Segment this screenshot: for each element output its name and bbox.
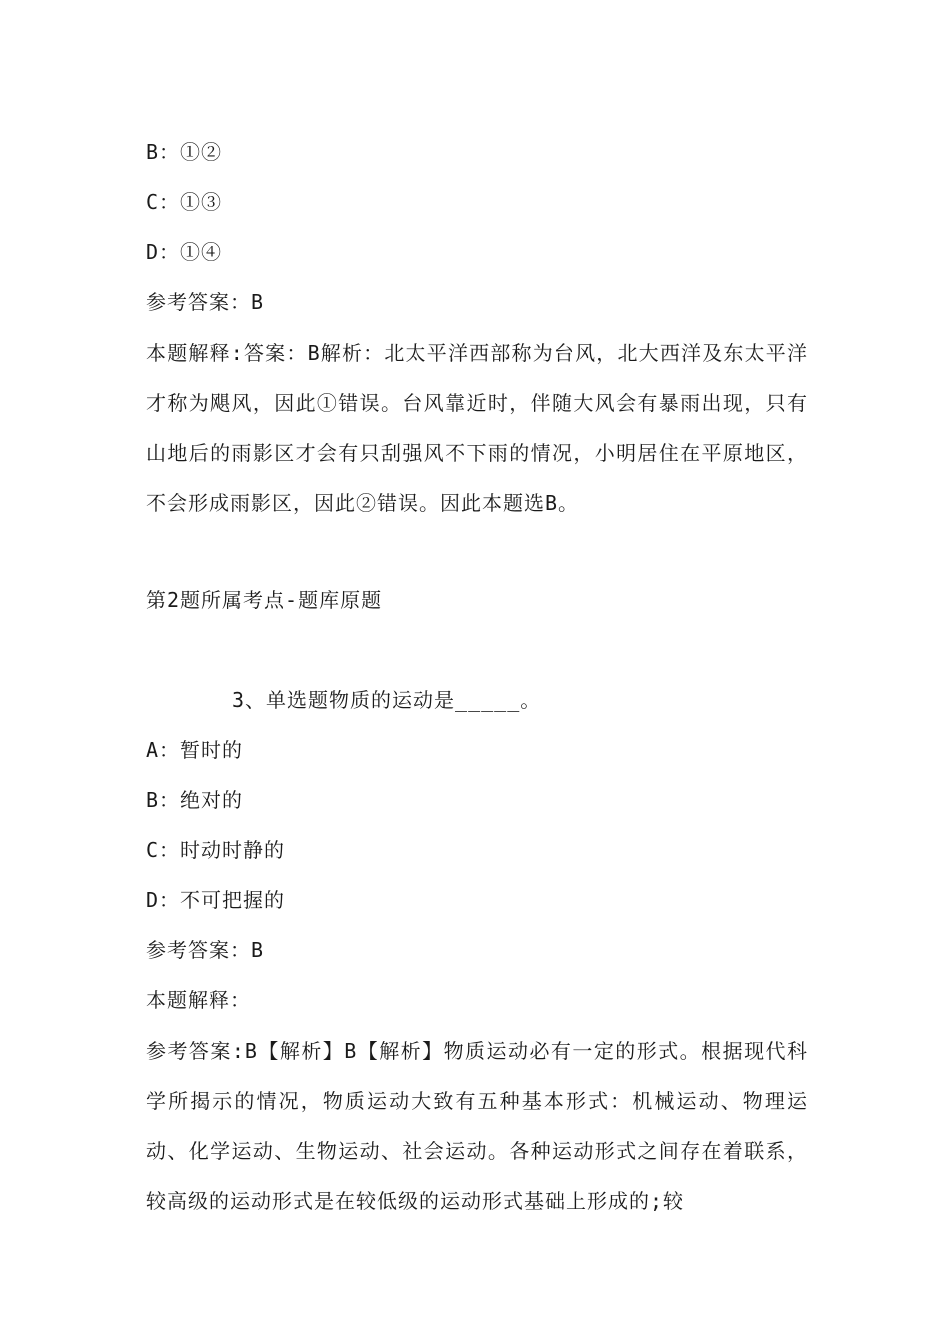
q3-option-a: A：暂时的: [146, 738, 244, 762]
q3-explanation: 参考答案:B【解析】B【解析】物质运动必有一定的形式。根据现代科学所揭示的情况，物质运动大致有五种基本形式：机械运动、物理运动、化学运动、生物运动、社会运动。各种运动形式之间存在着联系，较高级的运动形式是在较低级的运动形式基础上形成的;较: [146, 1039, 808, 1213]
q3-option-d: D：不可把握的: [146, 888, 286, 912]
q2-explanation: 本题解释:答案：B解析：北太平洋西部称为台风，北大西洋及东太平洋才称为飓风，因此①错误。台风靠近时，伴随大风会有暴雨出现，只有山地后的雨影区才会有只刮强风不下雨的情况，小明居住在平原地区，不会形成雨影区，因此②错误。因此本题选B。: [146, 341, 808, 515]
q3-option-b: B：绝对的: [146, 788, 244, 812]
q3-explanation-label: 本题解释：: [146, 988, 251, 1012]
q2-option-b: B：①②: [146, 140, 223, 164]
q3-answer: 参考答案：B: [146, 938, 265, 962]
q3-question: 3、单选题物质的运动是_____。: [232, 688, 542, 712]
q2-topic: 第2题所属考点-题库原题: [146, 588, 383, 612]
q2-answer: 参考答案：B: [146, 290, 265, 314]
q2-option-c: C：①③: [146, 190, 223, 214]
q2-option-d: D：①④: [146, 240, 223, 264]
q3-option-c: C：时动时静的: [146, 838, 286, 862]
